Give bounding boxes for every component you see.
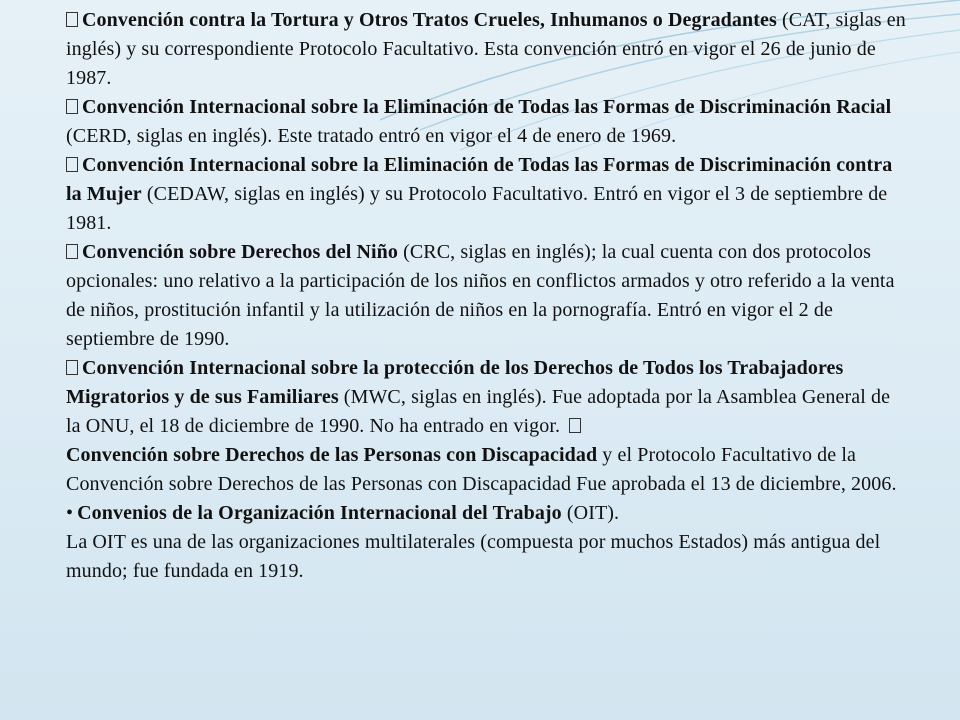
item-text: (MWC, siglas en inglés). Fue adoptada por la Asamblea General de la ONU, el 18 de diciembre de 1990. No ha entrado en vigor. (66, 386, 891, 437)
missing-glyph-icon (66, 157, 78, 172)
list-item (66, 528, 906, 586)
missing-glyph-icon (569, 418, 581, 433)
slide-body (66, 6, 906, 710)
item-text: (OIT). (561, 502, 620, 524)
bullet-dot: • (66, 502, 74, 524)
list-item (66, 93, 906, 151)
item-text: La OIT es una de las organizaciones multilaterales (compuesta por muchos Estados) más antigua del mundo; fue fundada en 1919. (66, 531, 881, 582)
list-item (66, 441, 906, 499)
item-text: (CEDAW, siglas en inglés) y su Protocolo Facultativo. Entró en vigor el 3 de septiembre de 1981. (66, 183, 888, 234)
item-text: (CRC, siglas en inglés); la cual cuenta con dos protocolos opcionales: uno relativo a la participación de los niños en conflictos armados y otro referido a la venta de niños, prostitución infantil y la utilización de niños en la pornografía. Entró en vigor el 2 de septiembre de 1990. (66, 241, 895, 350)
missing-glyph-icon (66, 99, 78, 114)
item-bold-title: Convención Internacional sobre la Eliminación de Todas las Formas de Discriminación contra la Mujer (66, 154, 893, 205)
item-text: (CAT, siglas en inglés) y su correspondiente Protocolo Facultativo. Esta convención entró en vigor el 26 de junio de 1987. (66, 9, 906, 89)
list-item (66, 354, 906, 441)
item-bold-title: Convención sobre Derechos del Niño (82, 241, 398, 263)
item-bold-title: Convención contra la Tortura y Otros Tratos Crueles, Inhumanos o Degradantes (82, 9, 777, 31)
item-text: (CERD, siglas en inglés). Este tratado entró en vigor el 4 de enero de 1969. (66, 125, 677, 147)
item-bold-title: Convención Internacional sobre la protección de los Derechos de Todos los Trabajadores Migratorios y de sus Familiares (66, 357, 844, 408)
item-bold-title: Convención sobre Derechos de las Personas con Discapacidad (66, 444, 598, 466)
missing-glyph-icon (66, 360, 78, 375)
missing-glyph-icon (66, 12, 78, 27)
item-bold-title: Convenios de la Organización Internacional del Trabajo (77, 502, 562, 524)
list-item (66, 6, 906, 93)
list-item (66, 151, 906, 238)
list-item (66, 238, 906, 354)
list-item (66, 499, 906, 528)
item-text: y el Protocolo Facultativo de la Convención sobre Derechos de las Personas con Discapacidad Fue aprobada el 13 de diciembre, 2006. (66, 444, 897, 495)
item-bold-title: Convención Internacional sobre la Eliminación de Todas las Formas de Discriminación Racial (82, 96, 892, 118)
missing-glyph-icon (66, 244, 78, 259)
